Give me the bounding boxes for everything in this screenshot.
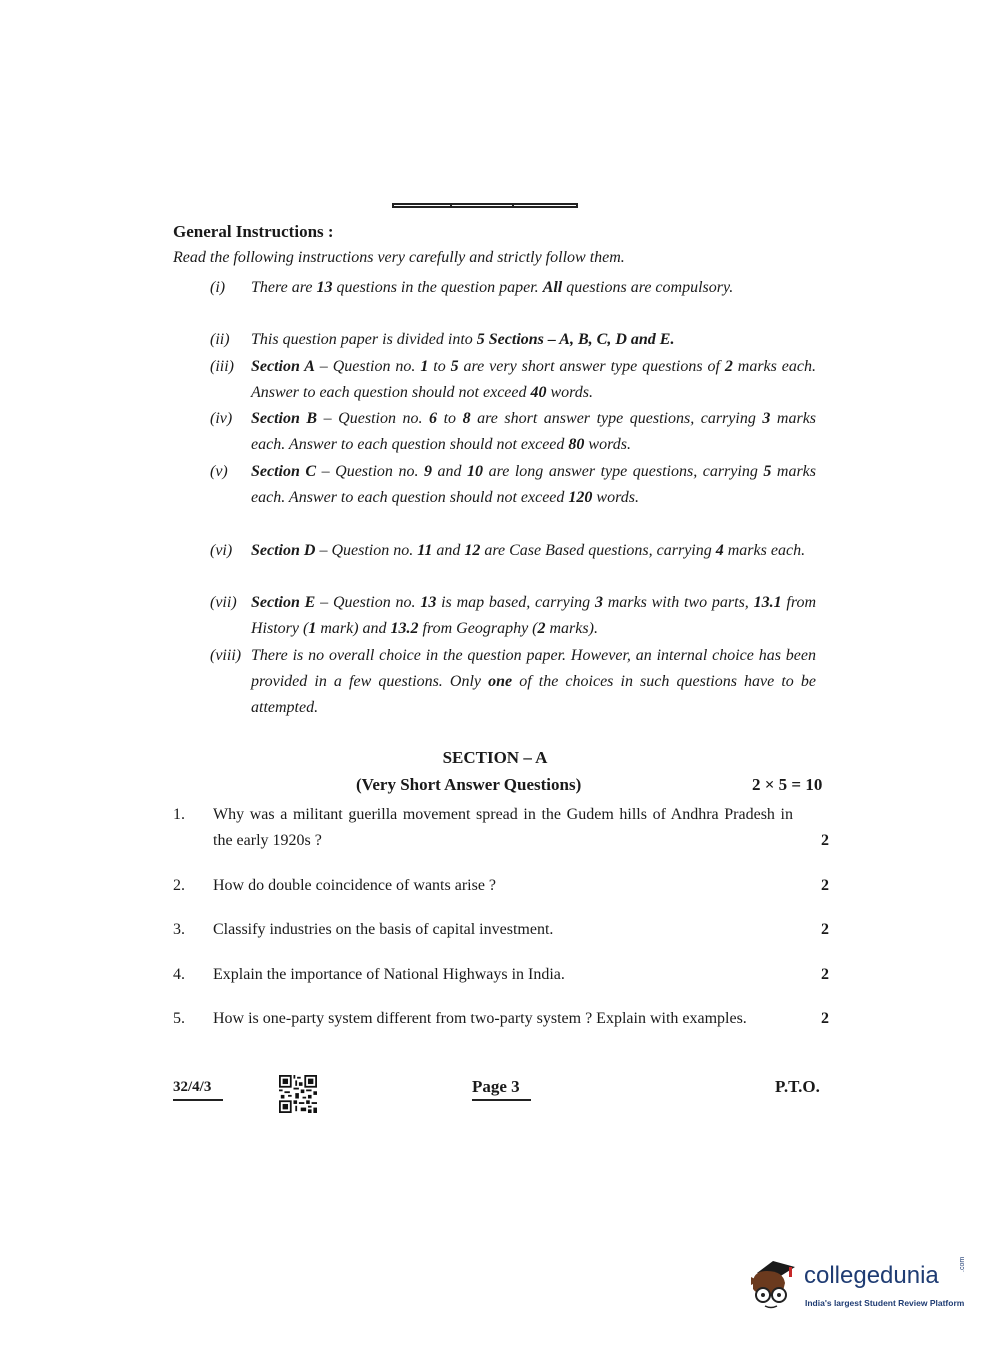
brand-tagline: India's largest Student Review Platform [805, 1298, 965, 1308]
question-marks: 2 [821, 1010, 829, 1027]
question-number: 4. [173, 966, 185, 983]
instruction-item [210, 643, 816, 722]
question-number: 3. [173, 921, 185, 938]
instruction-number: (vii) [210, 594, 237, 611]
instruction-number: (iv) [210, 410, 233, 427]
instruction-text: Section D – Question no. 11 and 12 are Case Based questions, carrying 4 marks each. [251, 542, 806, 559]
collegedunia-mascot-icon [743, 1251, 803, 1311]
instruction-item [210, 590, 816, 642]
instruction-text: This question paper is divided into 5 Sections – A, B, C, D and E. [251, 331, 675, 348]
paper-code: 32/4/3 [173, 1079, 212, 1095]
instruction-number: (vi) [210, 542, 233, 559]
general-instructions-title: General Instructions : [173, 222, 334, 241]
question-text: Classify industries on the basis of capital investment. [213, 921, 554, 938]
instruction-number: (viii) [210, 647, 242, 664]
section-title: SECTION – A [442, 748, 548, 767]
page-number: Page 3 [472, 1077, 520, 1096]
question-item [173, 917, 829, 943]
instruction-item [210, 275, 816, 301]
question-number: 1. [173, 806, 185, 823]
instruction-number: (ii) [210, 331, 230, 348]
instruction-number: (iii) [210, 358, 234, 375]
question-text: Explain the importance of National Highways in India. [213, 966, 565, 983]
question-marks: 2 [821, 832, 829, 849]
instruction-item [210, 327, 816, 353]
instruction-item [210, 406, 816, 458]
instruction-text: Section B – Question no. 6 to 8 are short answer type questions, carrying 3 marks each. Answer to each question should not exceed 80 words. [251, 410, 817, 454]
brand-name: collegedunia [804, 1262, 939, 1289]
qr-code-icon [279, 1075, 317, 1113]
instruction-number: (v) [210, 463, 228, 480]
question-marks: 2 [821, 921, 829, 938]
instruction-text: Section A – Question no. 1 to 5 are very short answer type questions of 2 marks each. Answer to each question should not exceed 40 words. [251, 358, 817, 402]
question-number: 5. [173, 1010, 185, 1027]
section-subtitle: (Very Short Answer Questions) [356, 775, 582, 794]
question-text: How do double coincidence of wants arise ? [213, 877, 497, 894]
question-text: How is one-party system different from two-party system ? Explain with examples. [213, 1010, 747, 1027]
question-text: Why was a militant guerilla movement spread in the Gudem hills of Andhra Pradesh in the early 1920s ? [213, 806, 793, 849]
instruction-item [210, 459, 816, 511]
question-item [173, 802, 829, 854]
instruction-text: Section E – Question no. 13 is map based, carrying 3 marks with two parts, 13.1 from History (1 mark) and 13.2 from Geography (2 marks). [251, 594, 817, 638]
question-item [173, 962, 829, 988]
instruction-text: Section C – Question no. 9 and 10 are long answer type questions, carrying 5 marks each. Answer to each question should not exceed 120 words. [251, 463, 816, 507]
instruction-text: There is no overall choice in the question paper. However, an internal choice has been provided in a few questions. Only one of the choices in such questions have to be attempted. [251, 647, 817, 717]
instruction-text: There are 13 questions in the question paper. All questions are compulsory. [251, 279, 734, 296]
question-marks: 2 [821, 966, 829, 983]
instruction-item [210, 354, 816, 406]
brand-suffix: .com [959, 1256, 966, 1272]
page-number-underline [472, 1099, 531, 1101]
pto-label: P.T.O. [775, 1077, 820, 1096]
instruction-number: (i) [210, 279, 226, 296]
section-marks: 2 × 5 = 10 [752, 775, 823, 794]
general-instructions-intro: Read the following instructions very carefully and strictly follow them. [173, 249, 625, 266]
instruction-item [210, 538, 816, 564]
question-number: 2. [173, 877, 185, 894]
question-item [173, 1006, 829, 1032]
paper-code-underline [173, 1099, 223, 1101]
question-item [173, 873, 829, 899]
top-decorative-bar [392, 203, 578, 208]
question-marks: 2 [821, 877, 829, 894]
